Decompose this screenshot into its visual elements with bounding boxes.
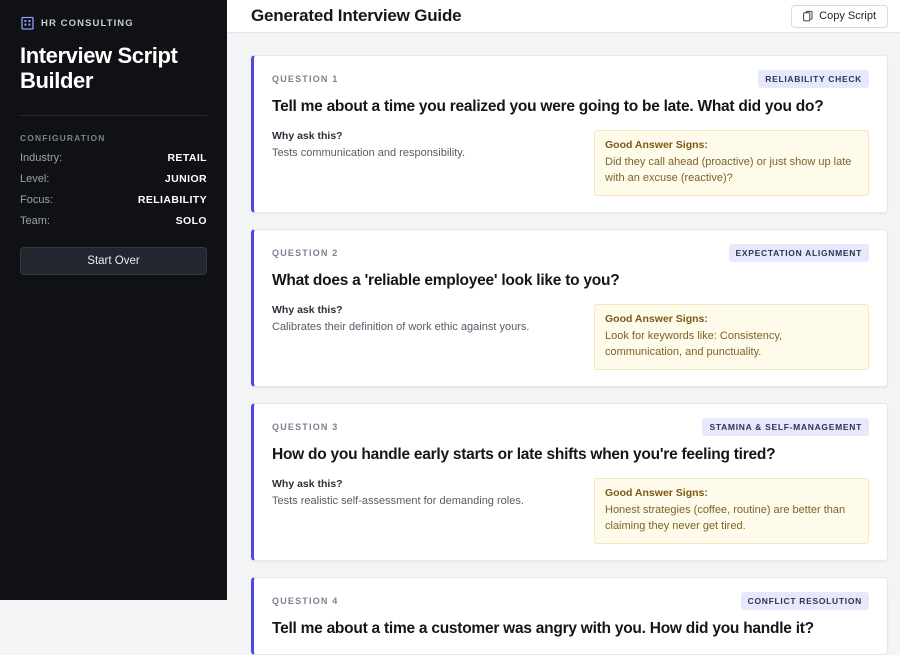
question-card [251, 229, 888, 387]
sidebar-divider [20, 115, 207, 116]
top-bar [227, 0, 900, 33]
question-card [251, 577, 888, 655]
why-ask-label: Why ask this? [272, 478, 343, 490]
good-answer-label: Good Answer Signs: [605, 487, 708, 499]
good-answer-text: Look for keywords like: Consistency, communication, and punctuality. [605, 330, 783, 358]
good-signs-column [594, 130, 869, 196]
config-value: RETAIL [167, 152, 207, 164]
copy-script-button[interactable] [791, 5, 888, 28]
why-ask-label: Why ask this? [272, 304, 343, 316]
question-number: QUESTION 2 [272, 248, 339, 258]
good-signs-column [594, 478, 869, 544]
card-columns [272, 478, 869, 544]
config-key: Focus: [20, 194, 54, 206]
status-badge: CONFLICT RESOLUTION [741, 592, 869, 610]
brand [20, 15, 207, 31]
building-icon [20, 15, 34, 31]
card-columns [272, 130, 869, 196]
main-panel [227, 0, 900, 637]
brand-label: HR CONSULTING [41, 17, 134, 29]
config-value: RELIABILITY [137, 194, 207, 206]
config-key: Industry: [20, 152, 63, 164]
good-answer-label: Good Answer Signs: [605, 139, 708, 151]
why-ask-column [272, 304, 572, 370]
why-ask-column [272, 478, 572, 544]
good-answer-text: Honest strategies (coffee, routine) are better than claiming they never get tired. [605, 504, 846, 532]
why-ask-text: Calibrates their definition of work ethic against yours. [272, 321, 530, 333]
app-title: Interview Script Builder [20, 43, 178, 93]
question-number: QUESTION 1 [272, 74, 339, 84]
config-value: SOLO [175, 215, 207, 227]
copy-script-label: Copy Script [819, 10, 876, 22]
configuration-heading: CONFIGURATION [20, 133, 106, 143]
why-ask-column [272, 130, 572, 196]
config-row-industry [20, 152, 207, 164]
why-ask-text: Tests communication and responsibility. [272, 147, 465, 159]
question-number: QUESTION 4 [272, 596, 339, 606]
config-key: Team: [20, 215, 50, 227]
why-ask-label: Why ask this? [272, 130, 343, 142]
question-text: How do you handle early starts or late shifts when you're feeling tired? [272, 446, 776, 463]
status-badge: STAMINA & SELF-MANAGEMENT [702, 418, 869, 436]
question-number: QUESTION 3 [272, 422, 339, 432]
why-ask-text: Tests realistic self-assessment for demanding roles. [272, 495, 524, 507]
good-answer-text: Did they call ahead (proactive) or just show up late with an excuse (reactive)? [605, 156, 852, 184]
config-key: Level: [20, 173, 50, 185]
good-answer-box [594, 478, 869, 544]
question-card [251, 55, 888, 213]
config-row-level [20, 173, 207, 185]
question-text: Tell me about a time a customer was angry with you. How did you handle it? [272, 620, 814, 637]
guide-scroll-area[interactable] [227, 33, 900, 637]
sidebar [0, 0, 227, 600]
card-header [272, 418, 869, 436]
card-header [272, 592, 869, 610]
card-header [272, 70, 869, 88]
card-header [272, 244, 869, 262]
status-badge: RELIABILITY CHECK [758, 70, 869, 88]
clipboard-icon [803, 11, 813, 22]
config-row-team [20, 215, 207, 227]
config-row-focus [20, 194, 207, 206]
status-badge: EXPECTATION ALIGNMENT [729, 244, 869, 262]
config-value: JUNIOR [164, 173, 207, 185]
question-card [251, 403, 888, 561]
card-columns [272, 304, 869, 370]
question-text: What does a 'reliable employee' look like to you? [272, 272, 620, 289]
page-title: Generated Interview Guide [251, 6, 462, 25]
good-answer-box [594, 304, 869, 370]
good-answer-box [594, 130, 869, 196]
good-answer-label: Good Answer Signs: [605, 313, 708, 325]
question-text: Tell me about a time you realized you were going to be late. What did you do? [272, 98, 824, 115]
start-over-button[interactable]: Start Over [20, 247, 207, 275]
good-signs-column [594, 304, 869, 370]
